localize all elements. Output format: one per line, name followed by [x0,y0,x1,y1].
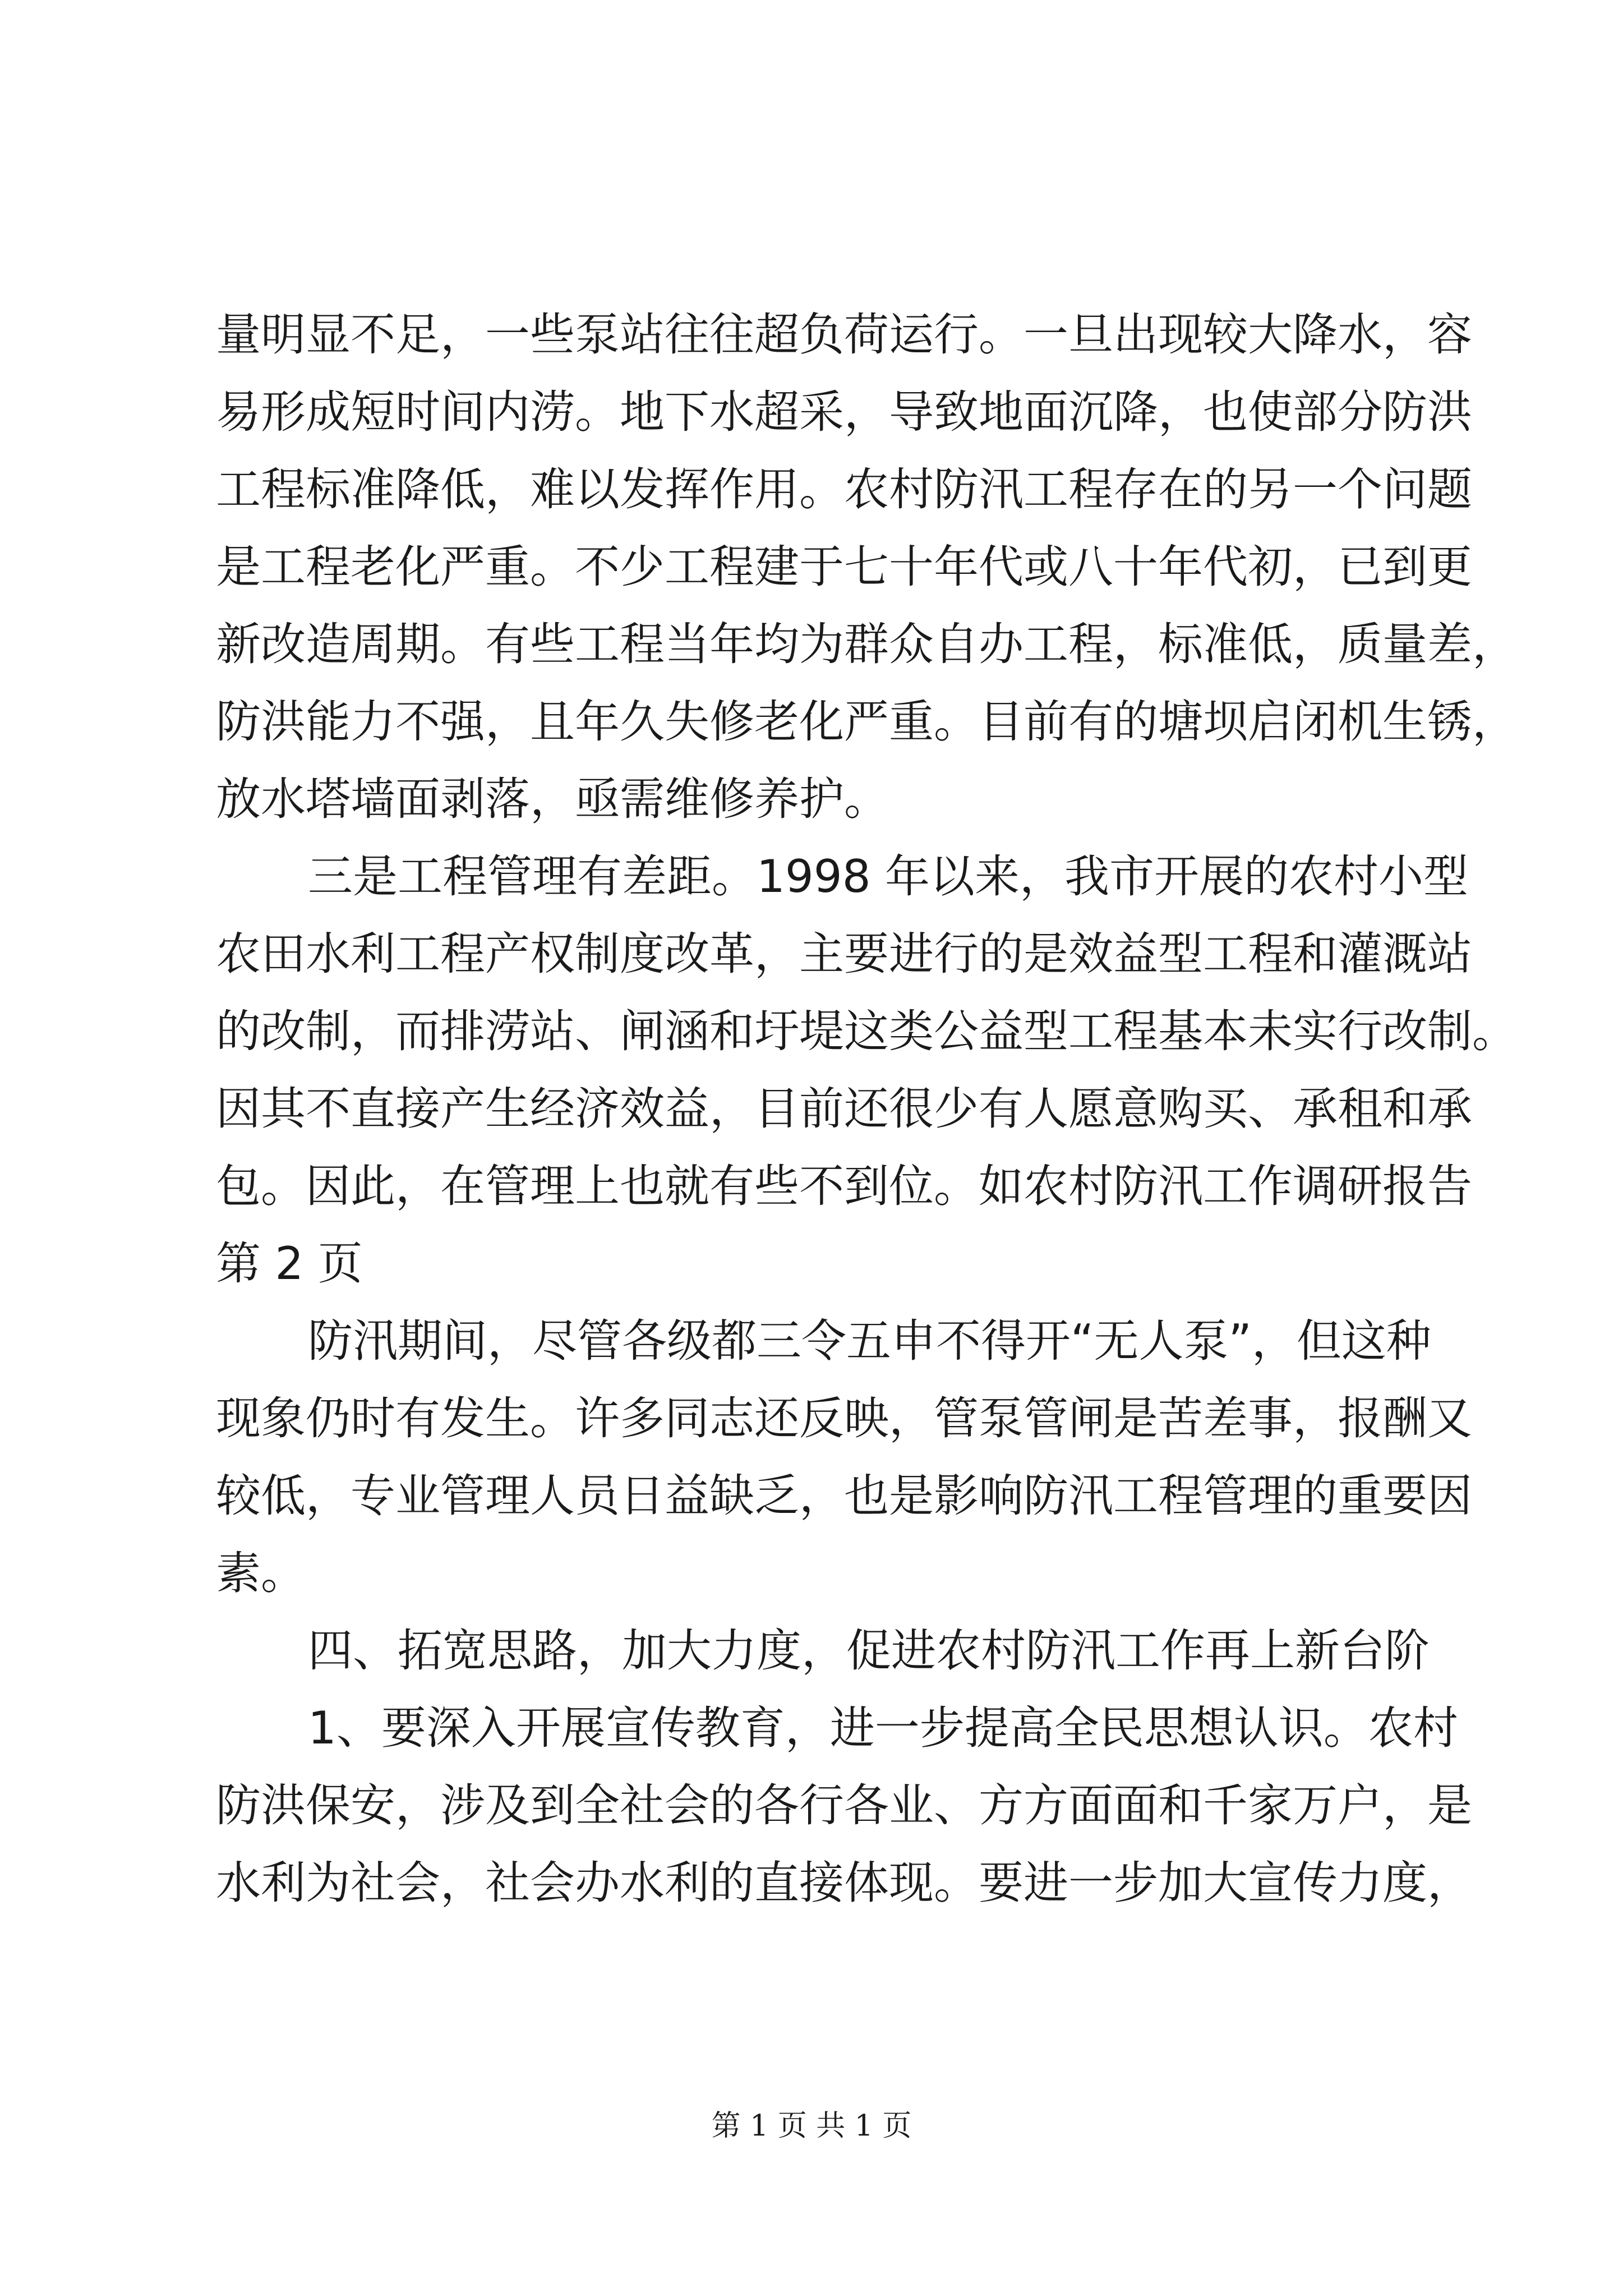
text-line: 是工程老化严重。不少工程建于七十年代或八十年代初，已到更 [216,541,1472,593]
paragraph-first-line: 1、要深入开展宣传教育，进一步提高全民思想认识。农村 [308,1702,1458,1754]
page-footer: 第 1 页 共 1 页 [711,2109,912,2143]
text-line: 农田水利工程产权制度改革，主要进行的是效益型工程和灌溉站 [216,928,1472,980]
text-line: 防洪能力不强，且年久失修老化严重。目前有的塘坝启闭机生锈， [216,696,1517,748]
text-line: 包。因此，在管理上也就有些不到位。如农村防汛工作调研报告 [216,1160,1472,1212]
text-line: 易形成短时间内涝。地下水超采，导致地面沉降，也使部分防洪 [216,386,1472,438]
text-line: 水利为社会，社会办水利的直接体现。要进一步加大宣传力度， [216,1857,1472,1909]
text-line: 新改造周期。有些工程当年均为群众自办工程，标准低，质量差， [216,618,1517,670]
section-heading: 四、拓宽思路，加大力度，促进农村防汛工作再上新台阶 [308,1625,1430,1677]
page-reference: 第 2 页 [216,1237,363,1290]
text-line: 素。 [216,1547,306,1599]
text-line: 防洪保安，涉及到全社会的各行各业、方方面面和千家万户，是 [216,1779,1472,1832]
text-line: 因其不直接产生经济效益，目前还很少有人愿意购买、承租和承 [216,1083,1472,1135]
text-line: 放水塔墙面剥落，亟需维修养护。 [216,773,889,825]
paragraph-first-line: 三是工程管理有差距。1998 年以来，我市开展的农村小型 [308,850,1469,903]
text-line: 较低，专业管理人员日益缺乏，也是影响防汛工程管理的重要因 [216,1470,1472,1522]
text-line: 现象仍时有发生。许多同志还反映，管泵管闸是苦差事，报酬又 [216,1392,1472,1444]
paragraph-first-line: 防汛期间，尽管各级都三令五申不得开“无人泵”，但这种 [308,1315,1431,1367]
text-line: 量明显不足，一些泵站往往超负荷运行。一旦出现较大降水，容 [216,309,1472,361]
text-line: 工程标准降低，难以发挥作用。农村防汛工程存在的另一个问题 [216,463,1472,516]
text-line: 的改制，而排涝站、闸涵和圩堤这类公益型工程基本未实行改制。 [216,1005,1517,1057]
